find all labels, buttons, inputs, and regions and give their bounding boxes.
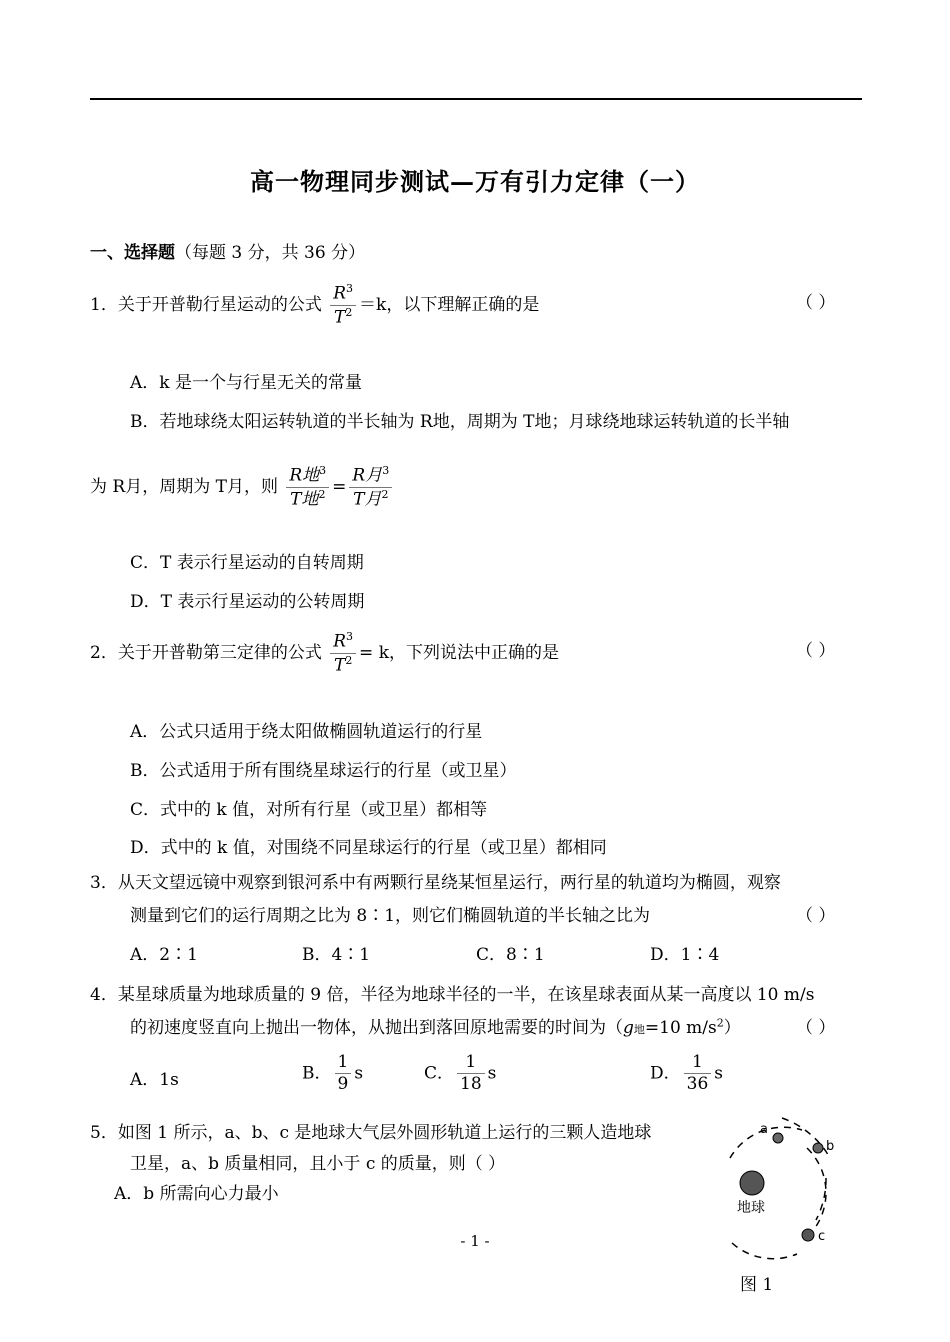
q1-stem [90, 282, 539, 329]
q5-line1 [90, 1118, 651, 1143]
q4-option-b-den: 9 [337, 1074, 349, 1095]
q3-option-a: A．2∶1 [130, 945, 198, 965]
q3-line1-text: 从天文望远镜中观察到银河系中有两颗行星绕某恒星运行，两行星的轨道均为椭圆，观察 [117, 873, 781, 893]
q4-option-c [424, 1052, 496, 1096]
q4-option-c-den: 18 [460, 1074, 482, 1095]
q5-line1-text: 如图 1 所示，a、b、c 是地球大气层外圆形轨道上运行的三颗人造地球 [117, 1123, 652, 1143]
q1-stem-post: ＝k，以下理解正确的是 [359, 294, 540, 315]
q4-option-a: A．1s [130, 1070, 179, 1090]
q3-line1 [90, 868, 781, 893]
q1-option-b-line2 [90, 464, 395, 511]
q1-b-f2-num-exp: 3 [382, 464, 390, 477]
q2-option-a: A．公式只适用于绕太阳做椭圆轨道运行的行星 [130, 722, 483, 742]
orbit-outer-arc-right [816, 1178, 826, 1220]
q4-option-d-den: 36 [686, 1074, 709, 1095]
q1-option-c: C．T 表示行星运动的自转周期 [130, 553, 364, 573]
q2-formula-den-exp: 2 [345, 653, 353, 667]
q4-line2-close: ） [723, 1018, 741, 1038]
header-rule [90, 98, 862, 100]
q3-answer-blank: （ ） [796, 906, 836, 926]
q4-g-exponent: 2 [716, 1016, 724, 1030]
q2-option-b: B．公式适用于所有围绕星球运行的行星（或卫星） [130, 761, 517, 781]
q4-number: 4． [90, 985, 118, 1005]
q5-line2: 卫星，a、b 质量相同，且小于 c 的质量，则（ ） [130, 1154, 506, 1174]
section-heading [90, 238, 365, 263]
q1-formula-num: R [333, 283, 347, 304]
q4-answer-blank: （ ） [796, 1018, 836, 1038]
q2-formula-num: R [333, 631, 347, 652]
q4-line2-text: 的初速度竖直向上抛出一物体，从抛出到落回原地需要的时间为（ [130, 1018, 623, 1038]
q1-number: 1． [90, 294, 118, 315]
q4-line1 [90, 980, 814, 1005]
q1-b-equals: = [332, 476, 347, 497]
q3-option-b: B．4∶1 [302, 945, 371, 965]
q4-g-subscript: 地 [633, 1023, 645, 1036]
satellite-b-label: b [826, 1139, 835, 1154]
q1-b-f1-den: T地 [290, 489, 319, 510]
q2-formula-num-exp: 3 [346, 630, 354, 643]
q4-line1-text: 某星球质量为地球质量的 9 倍，半径为地球半径的一半，在该星球表面从某一高度以 10 m/s [117, 985, 815, 1005]
satellite-c-label: c [818, 1229, 826, 1244]
section-label: 一、选择题 [90, 243, 175, 263]
q4-option-d-num: 1 [684, 1052, 712, 1074]
q4-option-b-label: B． [302, 1063, 332, 1084]
q2-formula [330, 630, 356, 677]
orbit-inner-arc-right [804, 1148, 826, 1240]
q1-b-f1-den-exp: 2 [318, 487, 326, 501]
page-title: 高一物理同步测试—万有引力定律（一） [250, 167, 700, 196]
earth-planet [740, 1171, 764, 1195]
q2-formula-den: T [333, 655, 346, 676]
q1-option-b-line1: B．若地球绕太阳运转轨道的半长轴为 R地，周期为 T地；月球绕地球运转轨道的长半轴 [130, 412, 790, 432]
q1-formula-num-exp: 3 [346, 282, 354, 295]
section-note: （每题 3 分，共 36 分） [175, 243, 366, 263]
q4-line2 [130, 1013, 741, 1038]
q2-stem-pre: 关于开普勒第三定律的公式 [117, 642, 322, 663]
figure-caption: 图 1 [740, 1275, 774, 1295]
q4-option-c-label: C． [424, 1063, 455, 1084]
q3-option-d: D．1∶4 [650, 945, 720, 965]
q1-stem-pre: 关于开普勒行星运动的公式 [117, 294, 322, 315]
q4-option-c-num: 1 [457, 1052, 485, 1074]
q4-g-symbol: g [623, 1018, 634, 1038]
q1-option-b-line2-text: 为 R月，周期为 T月，则 [90, 476, 278, 497]
q1-b-f2-num: R月 [352, 465, 383, 486]
q4-option-b-num: 1 [335, 1052, 352, 1074]
q1-formula-den-exp: 2 [345, 305, 353, 319]
q2-stem [90, 630, 559, 677]
q1-option-b-fraction-moon [349, 464, 392, 511]
q2-option-c: C．式中的 k 值，对所有行星（或卫星）都相等 [130, 800, 488, 820]
satellite-a [773, 1133, 783, 1143]
q1-answer-blank: （ ） [796, 293, 836, 313]
q1-option-b-fraction-earth [286, 464, 329, 511]
q1-option-d: D．T 表示行星运动的公转周期 [130, 592, 365, 612]
q4-option-d-label: D． [650, 1063, 681, 1084]
q2-option-d: D．式中的 k 值，对围绕不同星球运行的行星（或卫星）都相同 [130, 838, 607, 858]
q4-option-b [302, 1052, 363, 1096]
page-number: - 1 - [460, 1232, 490, 1250]
q1-formula-den: T [333, 307, 346, 328]
q2-answer-blank: （ ） [796, 641, 836, 661]
q1-formula [330, 282, 356, 329]
q3-number: 3． [90, 873, 118, 893]
q1-b-f2-den: T月 [353, 489, 382, 510]
earth-label: 地球 [737, 1200, 765, 1216]
satellite-a-label: a [760, 1122, 768, 1137]
satellite-b [813, 1143, 823, 1153]
q4-option-c-unit: s [487, 1063, 497, 1084]
q3-option-c: C．8∶1 [476, 945, 545, 965]
q3-line2: 测量到它们的运行周期之比为 8∶1，则它们椭圆轨道的半长轴之比为 [130, 906, 651, 926]
q1-b-f1-num: R地 [289, 465, 320, 486]
q5-option-a: A．b 所需向心力最小 [114, 1184, 279, 1204]
q4-option-d-unit: s [714, 1063, 724, 1084]
q4-option-d [650, 1052, 723, 1096]
q2-stem-post: = k，下列说法中正确的是 [359, 642, 559, 663]
q1-option-a: A．k 是一个与行星无关的常量 [130, 373, 362, 393]
q5-number: 5． [90, 1123, 118, 1143]
q2-number: 2． [90, 642, 118, 663]
q1-b-f1-num-exp: 3 [319, 464, 327, 477]
orbit-outer-arc-top [782, 1118, 830, 1158]
q4-g-value: =10 m/s [644, 1018, 717, 1038]
q4-option-b-unit: s [354, 1063, 364, 1084]
q1-b-f2-den-exp: 2 [381, 487, 389, 501]
